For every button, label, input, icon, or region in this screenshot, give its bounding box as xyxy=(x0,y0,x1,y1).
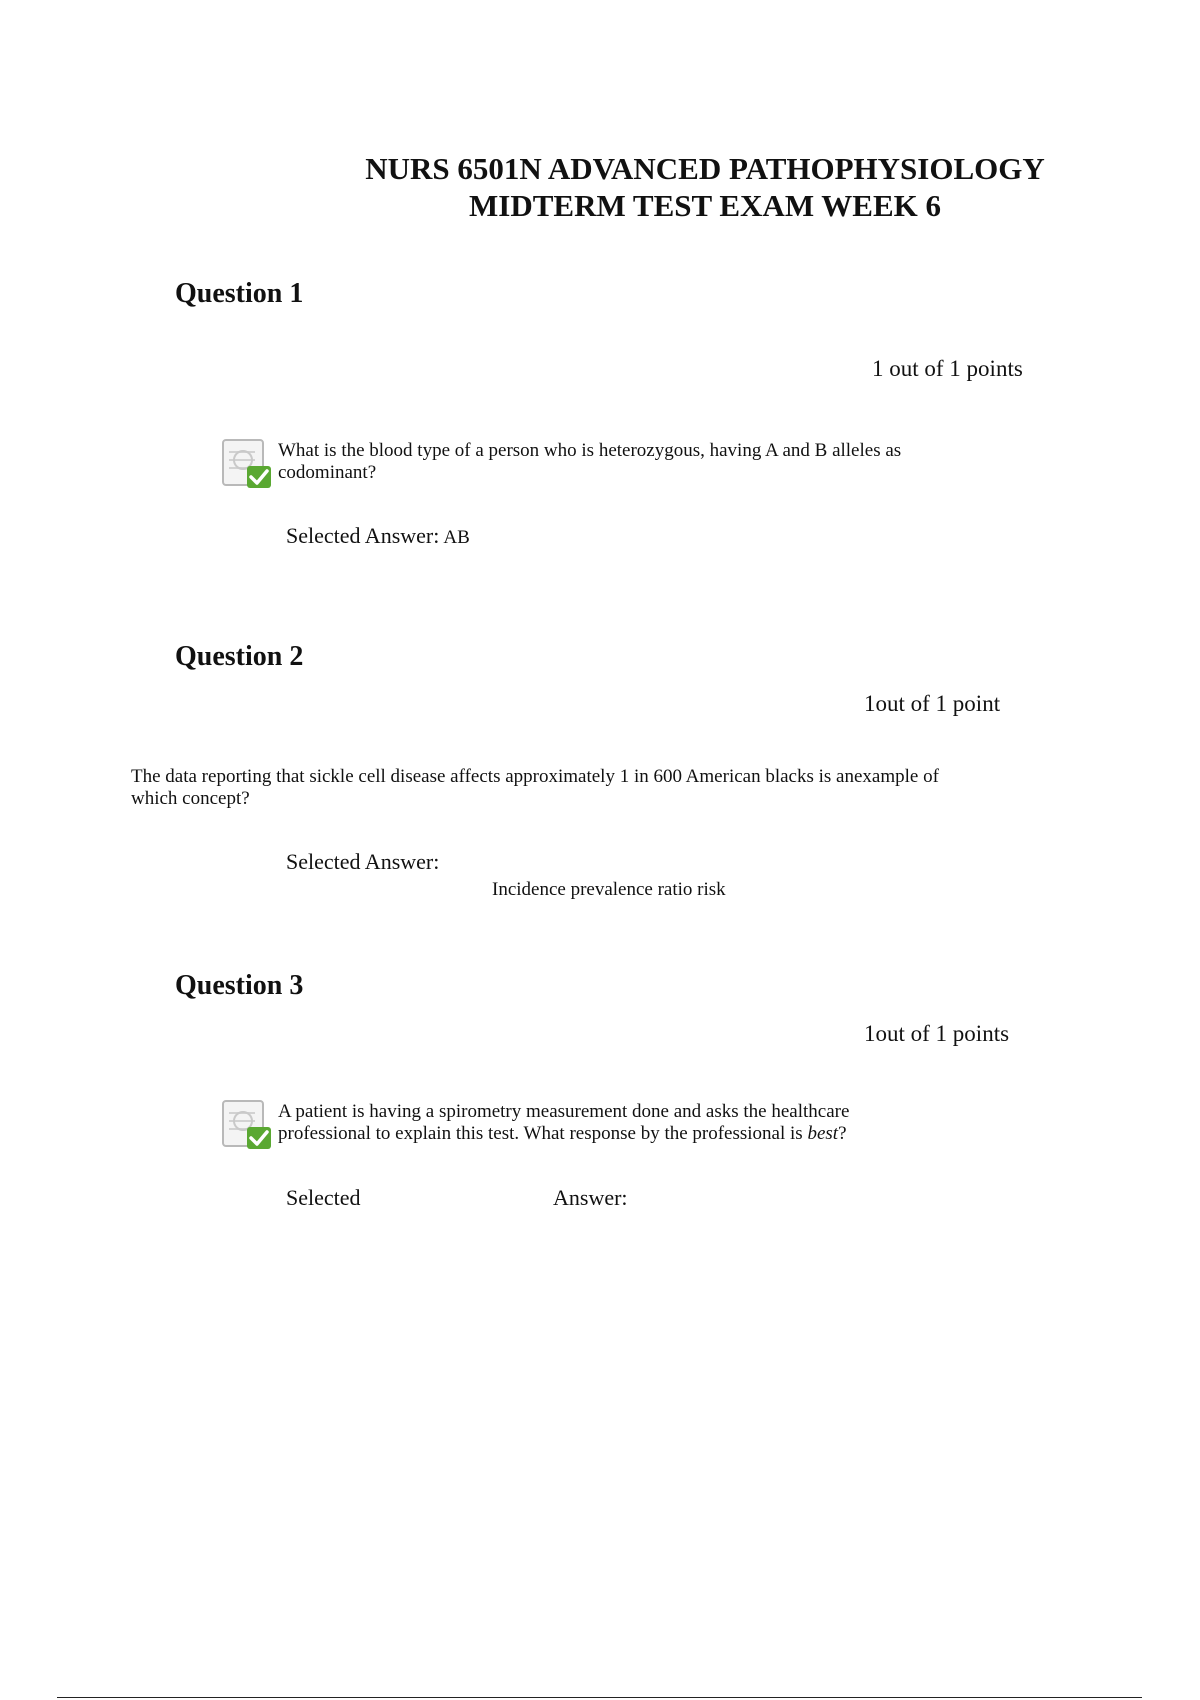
selected-answer-label: Selected Answer: xyxy=(286,523,440,548)
question-text xyxy=(278,1101,908,1145)
page-bottom-rule xyxy=(57,1697,1142,1698)
title-line-1: NURS 6501N ADVANCED PATHOPHYSIOLOGY xyxy=(365,151,1045,186)
selected-answer-value: Incidence prevalence ratio risk xyxy=(492,879,726,900)
question-text-main: A patient is having a spirometry measurement done and asks the healthcare professional to explain this test. What response by the professional is xyxy=(278,1101,850,1144)
correct-check-icon xyxy=(221,438,273,490)
question-text: What is the blood type of a person who is heterozygous, having A and B alleles as codominant? xyxy=(278,440,902,483)
correct-check-icon xyxy=(221,1099,273,1151)
selected-answer-row xyxy=(286,523,470,549)
question-heading: Question 3 xyxy=(175,970,304,1001)
question-text-emphasis: best xyxy=(807,1123,839,1144)
question-text: The data reporting that sickle cell disease affects approximately 1 in 600 American blacks is anexample of which concept? xyxy=(131,766,939,809)
selected-answer-value: AB xyxy=(443,527,470,548)
question-heading: Question 1 xyxy=(175,278,304,309)
document-title xyxy=(360,150,1050,224)
question-text-end: ? xyxy=(838,1123,847,1144)
selected-label-part-1: Selected xyxy=(286,1185,361,1210)
question-points: 1out of 1 point xyxy=(864,691,1001,716)
selected-label-part-2: Answer: xyxy=(553,1185,628,1210)
question-points: 1out of 1 points xyxy=(864,1021,1010,1046)
question-points: 1 out of 1 points xyxy=(872,356,1023,381)
selected-answer-label: Selected Answer: xyxy=(286,849,440,874)
question-heading: Question 2 xyxy=(175,641,304,672)
title-line-2: MIDTERM TEST EXAM WEEK 6 xyxy=(469,188,941,223)
